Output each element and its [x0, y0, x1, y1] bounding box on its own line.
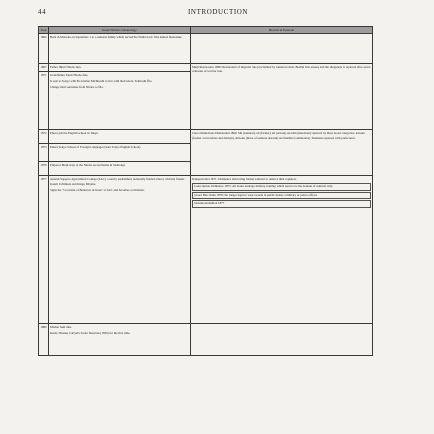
- table-row: [39, 130, 373, 144]
- year-cell: 1877: [39, 176, 49, 324]
- year-cell: 1873: [39, 144, 49, 162]
- chronology-text: Father Jūjirō Nitobe dies.: [50, 64, 82, 69]
- history-cell: [191, 64, 373, 130]
- chronology-text: Attends Sapporo Agricultural College (SAC), a newly established, nationally funded school, with his friends Kanzō Uchimura and Kingo Miyabe.: [50, 176, 185, 186]
- running-header: [38, 8, 398, 20]
- chronology-cell: [49, 64, 191, 72]
- chronology-text: Signs the "Covenant of Believers in Jesus" at SAC and becomes a Christian.: [50, 187, 145, 192]
- chronology-cell: [49, 34, 191, 64]
- chronology-text: Enters private English school in Tokyo.: [50, 130, 99, 135]
- history-text: Conscription Ordinance 1873: All males undergo military training which used to be the domain of samurai only.: [192, 183, 371, 190]
- chronology-text: Born in Morioka on September 1 to a samurai family which served the Nanbu lord. Was named Inanosuke.: [50, 34, 183, 39]
- table-header-row: [39, 27, 373, 34]
- chronology-text: Is sent to Tokyo with his brother Michitoshi to live with their uncle, Tokitoshi Ōta.: [50, 79, 153, 84]
- header-history: Historical Episode: [191, 27, 373, 34]
- page-number: 44: [38, 8, 47, 16]
- year-cell: 1871: [39, 72, 49, 130]
- chronology-cell: [49, 130, 191, 144]
- table-row: [39, 324, 373, 356]
- chronology-cell: [49, 176, 191, 324]
- chronology-text: Grandfather Tsutō Nitobe dies.: [50, 72, 89, 77]
- header-year: Year: [40, 27, 47, 32]
- year-cell: 1872: [39, 130, 49, 144]
- table-row: [39, 64, 373, 72]
- table-row: [39, 176, 373, 324]
- history-text: Class Distinctions Dismantled 1869: Shi (samurai), nō (farmer), kō (artisan) and shō (merchant) replaced by three broad categories: kazoku (former court nobles and daimyō), shizoku (those of samurai descent) and heimin (commoners). Domains replaced with prefectures.: [192, 130, 365, 140]
- chronology-text: Reads Thomas Carlyle's Sartor Resartus (1836) for the first time.: [50, 331, 131, 336]
- year-cell: 1880: [39, 324, 49, 356]
- table-row: [39, 34, 373, 64]
- chronology-text: Change their surnames from Nitobe to Ōta.: [50, 85, 104, 90]
- year-cell: 1876: [39, 162, 49, 176]
- chronology-cell: [49, 162, 191, 176]
- chronology-cell: [49, 144, 191, 162]
- running-title: INTRODUCTION: [188, 8, 249, 16]
- year-cell: 1867: [39, 64, 49, 72]
- chronology-cell: [49, 324, 191, 356]
- history-text: Meiji Restoration 1868: Restoration of imperial rule proclaimed by samurai rebels. Boshin War ensues and the shogunate is replaced after seven centuries of warrior rule.: [192, 64, 371, 74]
- history-text: Dampatsu Rei 1871: Ordinance instructing former samurai to remove their topknots.: [192, 176, 297, 181]
- history-text: Sword Ban Order 1876: No longer legal to wear swords in public unless a military or police officer.: [192, 192, 371, 199]
- year-cell: 1862: [39, 34, 49, 64]
- history-cell: [191, 130, 373, 176]
- chronology-text: Enters Tokyo School of Foreign Languages (later Tokyo English School).: [50, 144, 142, 149]
- chronology-cell: [49, 72, 191, 130]
- header-chronology: Inazō Nitobe Chronology: [49, 27, 191, 34]
- history-text: Satsuma Rebellion 1877: [192, 200, 371, 207]
- history-cell: [191, 176, 373, 324]
- chronology-text: Mother Seki dies.: [50, 324, 72, 329]
- chronology-text: Emperor Meiji stays at the Nitobe second home in Sanbongi.: [50, 162, 126, 167]
- history-cell: [191, 324, 373, 356]
- chronology-table: [38, 26, 373, 356]
- history-cell: [191, 34, 373, 64]
